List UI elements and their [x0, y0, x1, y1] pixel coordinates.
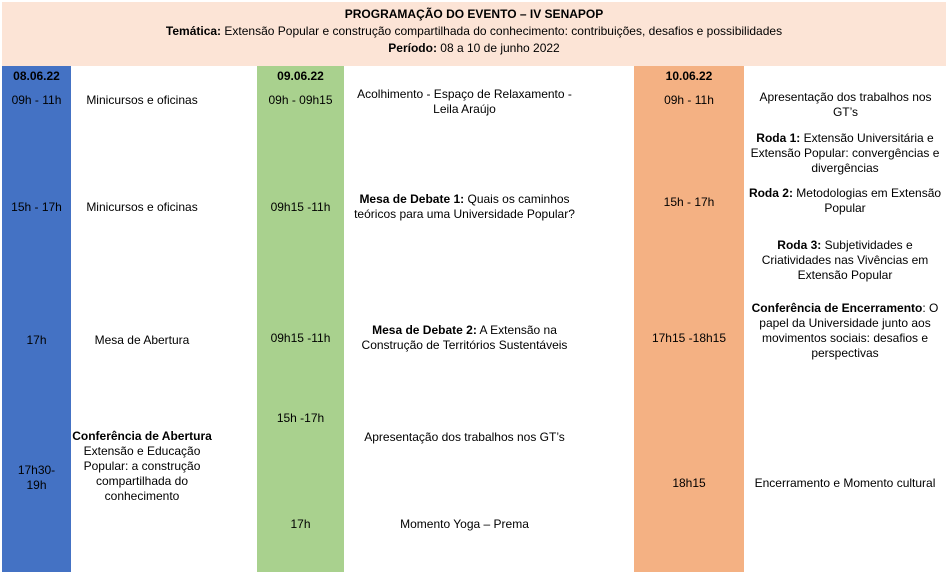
theme-text: Extensão Popular e construção compartilhada do conhecimento: contribuições, desafios e possibilidades [221, 24, 783, 38]
activity-text: Apresentação dos trabalhos nos GT’s [364, 430, 565, 444]
activity-text: Minicursos e oficinas [86, 200, 198, 214]
day3-time-column-bar [634, 66, 744, 572]
day2-time-slot: 09h15 -11h [270, 200, 331, 214]
day2-time-slot: 09h - 09h15 [268, 93, 333, 107]
day2-activity [344, 517, 585, 532]
day2-activity [344, 192, 585, 222]
activity-text: A Extensão na Construção de Territórios Sustentáveis [361, 323, 568, 352]
activity-text: : O papel da Universidade junto aos movimentos sociais: desafios e perspectivas [759, 301, 939, 360]
activity-text: Apresentação dos trabalhos nos GT’s [759, 90, 932, 119]
activity-emphasis: Conferência de Abertura [72, 429, 212, 443]
activity-text: Extensão Universitária e Extensão Popular: convergências e divergências [750, 131, 940, 175]
day3-activity [758, 90, 933, 120]
activity-text: Mesa de Abertura [94, 333, 190, 347]
page-title: PROGRAMAÇÃO DO EVENTO – IV SENAPOP [344, 7, 604, 21]
day1-time-slot: 09h - 11h [11, 93, 62, 107]
day2-activity [344, 323, 585, 353]
period-label: Período: [388, 41, 437, 55]
activity-text: Subjetividades e Criatividades nas Vivências em Extensão Popular [761, 238, 929, 282]
activity-emphasis: Roda 1: [756, 131, 801, 145]
day1-activity [71, 429, 213, 504]
day3-time-slot: 17h15 -18h15 [651, 331, 727, 345]
activity-emphasis: Mesa de Debate 1: [359, 192, 465, 206]
activity-text: Quais os caminhos teóricos para uma Universidade Popular? [354, 192, 575, 221]
activity-text: Momento Yoga – Prema [400, 517, 529, 531]
activity-text: Minicursos e oficinas [86, 93, 198, 107]
activity-emphasis: Conferência de Encerramento [751, 301, 923, 315]
day1-date: 08.06.22 [13, 69, 60, 83]
activity-text: Metodologias em Extensão Popular [792, 186, 942, 215]
day2-activity [344, 87, 585, 117]
period-line [2, 41, 946, 56]
activity-text: Acolhimento - Espaço de Relaxamento - Leila Araújo [357, 87, 572, 116]
day3-time-slot: 18h15 [672, 476, 706, 490]
day2-time-column-bar [257, 66, 344, 572]
day1-time-slot: 17h [26, 333, 47, 347]
day3-activity [744, 131, 946, 176]
day2-time-slot: 15h -17h [276, 411, 325, 425]
theme-label: Temática: [165, 24, 222, 38]
header-banner [2, 2, 946, 66]
activity-emphasis: Roda 2: [748, 186, 793, 200]
day3-time-slot: 09h - 11h [664, 93, 714, 107]
day2-date: 09.06.22 [277, 69, 324, 83]
day1-time-column-bar [2, 66, 71, 572]
day1-time-slot: 17h30-19h [17, 463, 56, 492]
day1-activity [71, 333, 213, 348]
day1-activity [71, 93, 213, 108]
activity-emphasis: Mesa de Debate 2: [372, 323, 477, 337]
theme-line [2, 24, 946, 39]
day3-activity [744, 186, 946, 216]
period-text: 08 a 10 de junho 2022 [436, 41, 560, 55]
day1-activity [71, 200, 213, 215]
activity-text: Encerramento e Momento cultural [754, 476, 936, 490]
day2-time-slot: 09h15 -11h [270, 331, 331, 345]
day2-time-slot: 17h [290, 517, 311, 531]
day1-time-slot: 15h - 17h [11, 200, 62, 214]
day3-activity [744, 476, 946, 491]
day3-time-slot: 15h - 17h [663, 195, 715, 209]
day3-activity [744, 238, 946, 283]
activity-emphasis: Roda 3: [777, 238, 822, 252]
day2-activity [344, 430, 585, 445]
activity-text: Extensão e Educação Popular: a construção compartilhada do conhecimento [83, 444, 201, 503]
day3-activity [744, 301, 946, 361]
day3-date: 10.06.22 [665, 69, 713, 83]
